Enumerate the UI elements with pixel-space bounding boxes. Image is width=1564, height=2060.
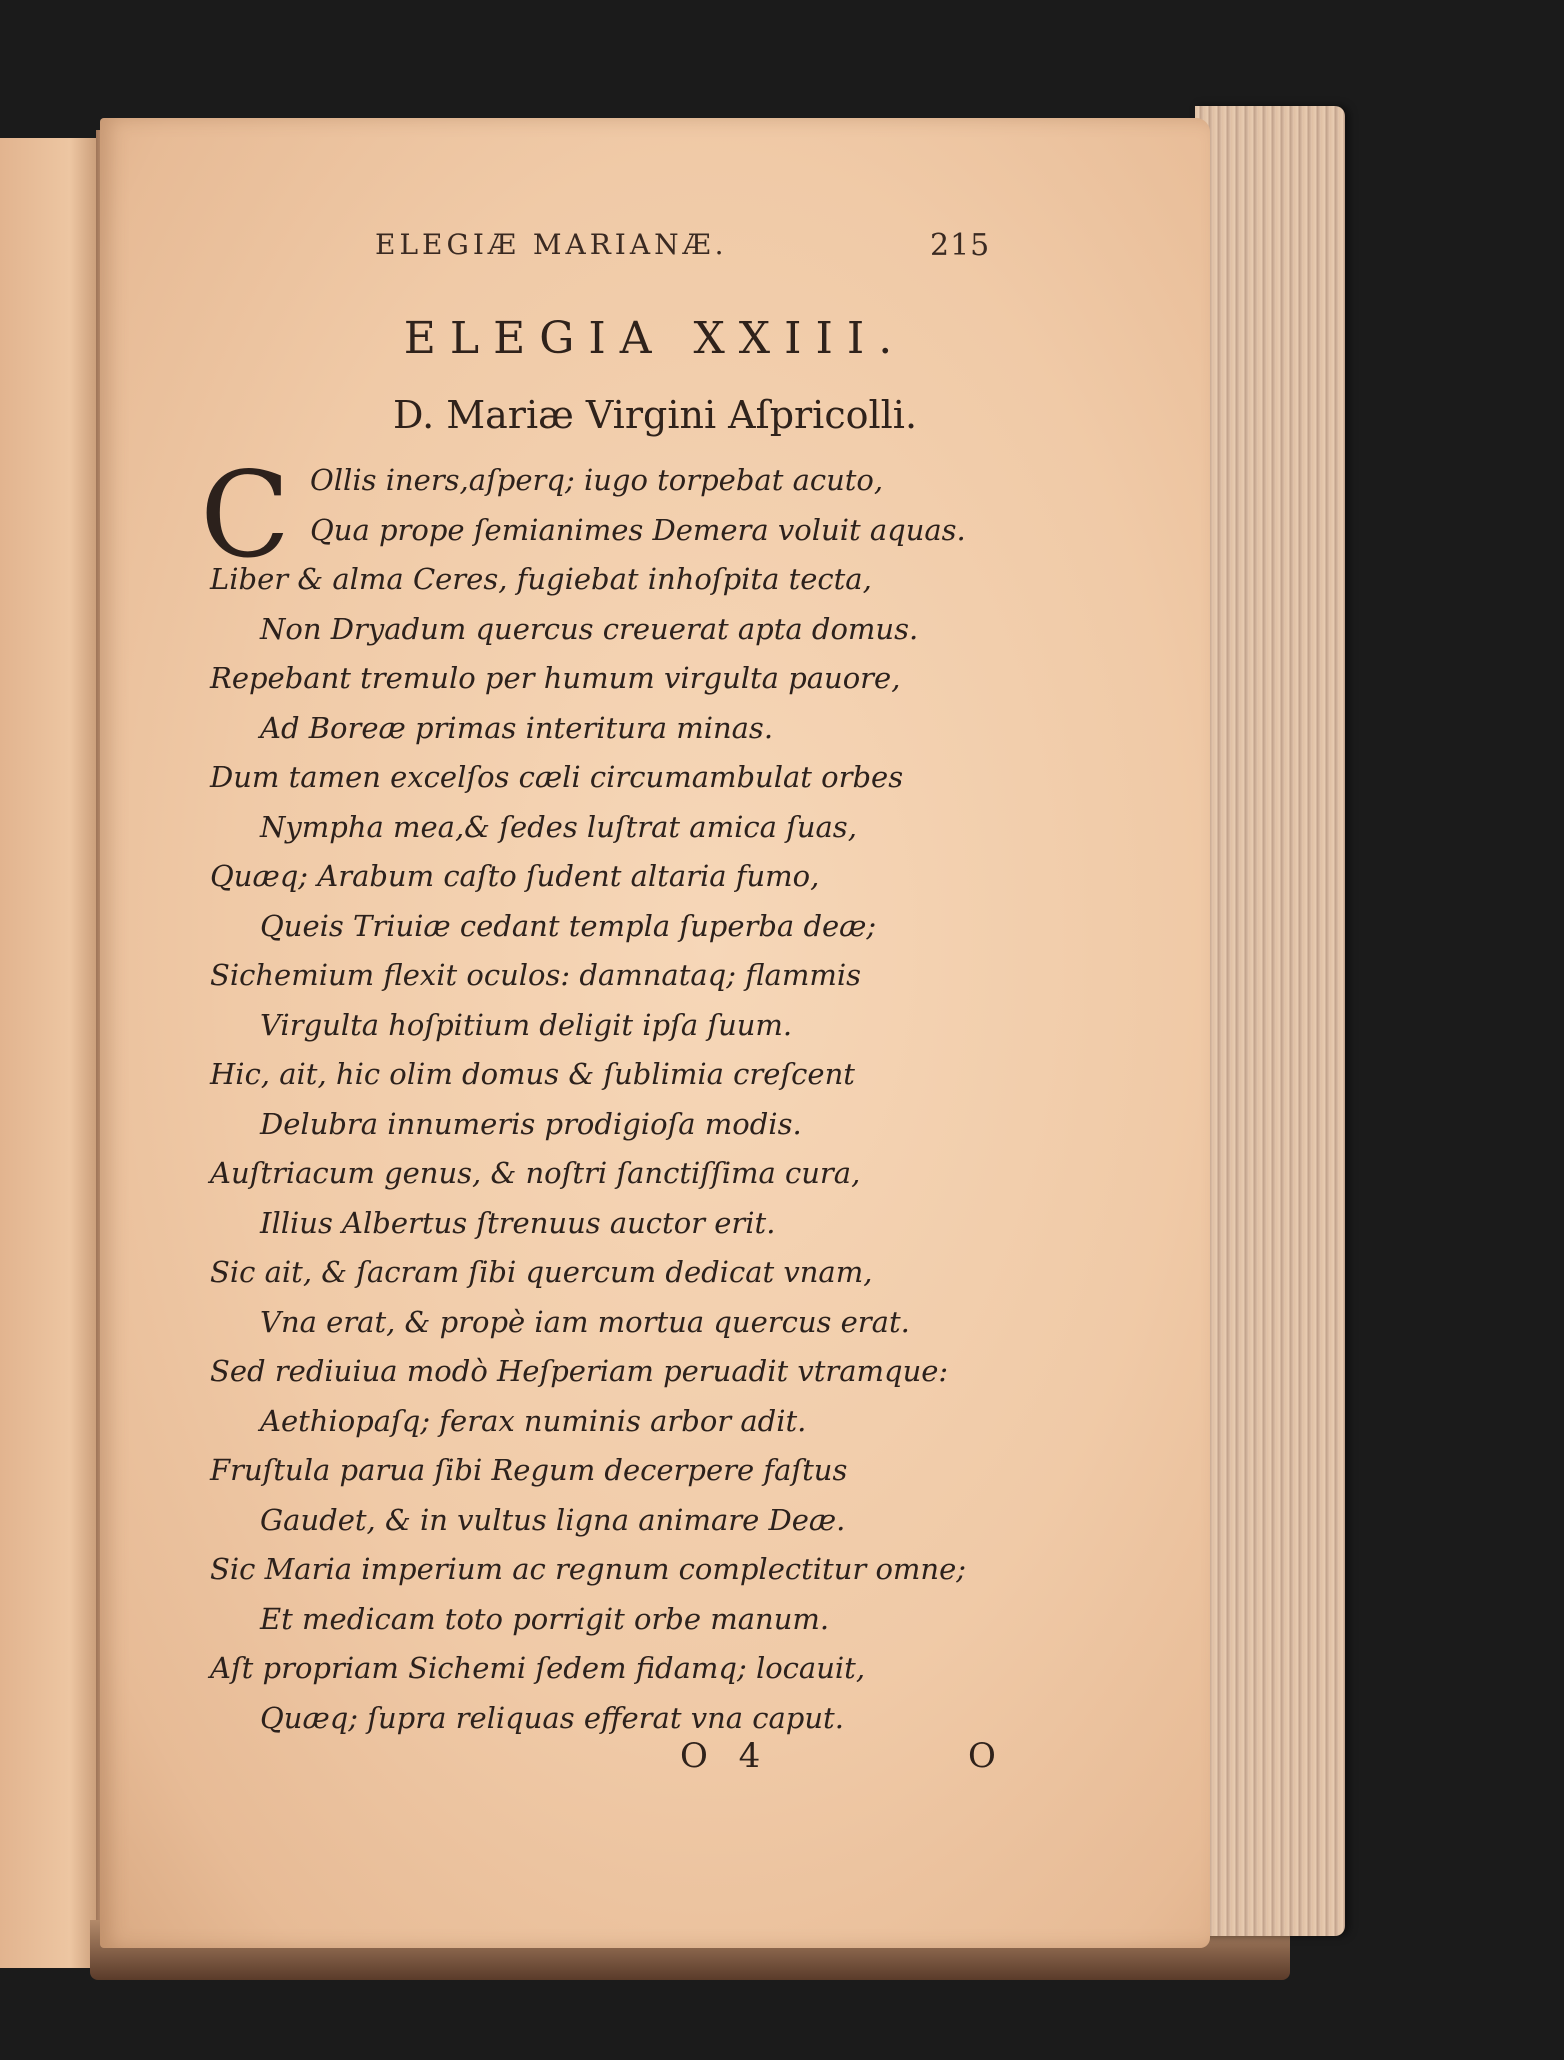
verse-line: Gaudet, & in vultus ligna animare Deæ. [260,1502,846,1537]
verse-line: Sichemium flexit oculos: damnataq; flammis [210,958,861,992]
verse-line: Et medicam toto porrigit orbe manum. [260,1601,830,1636]
verse-line: Dum tamen excelſos cæli circumambulat orbes [210,760,904,794]
elegy-title: ELEGIA XXIII. [403,313,907,364]
signature-mark: O 4 [680,1736,771,1776]
verse-line: Sic ait, & ſacram ſibi quercum dedicat vnam, [210,1255,873,1289]
verse-line: Nympha mea,& ſedes luſtrat amica ſuas, [260,809,857,844]
drop-cap: C [200,446,291,584]
catchword: O [968,1736,996,1776]
verse-line: Queis Triuiæ cedant templa ſuperba deæ; [260,908,877,943]
verse-line: Sed rediuiua modò Heſperiam peruadit vtramque: [210,1354,949,1388]
verse-line: Auſtriacum genus, & noſtri ſanctiſſima cura, [210,1156,861,1190]
running-title: ELEGIÆ MARIANÆ. [375,228,728,261]
verse-line: Ad Boreæ primas interitura minas. [260,710,774,745]
left-page-edge [0,138,102,1968]
verse-line: Vna erat, & propè iam mortua quercus erat. [260,1304,910,1339]
verse-line: Hic, ait, hic olim domus & ſublimia creſcent [210,1057,855,1091]
page-number: 215 [930,228,991,263]
verse-line: Ollis iners,aſperq; iugo torpebat acuto, [310,463,884,497]
verse-line: Aethiopaſq; ferax numinis arbor adit. [260,1403,807,1438]
verse-line: Illius Albertus ſtrenuus auctor erit. [260,1205,776,1240]
right-page [100,118,1210,1948]
verse-line: Fruſtula parua ſibi Regum decerpere faſtus [210,1453,848,1487]
verse-line: Delubra innumeris prodigioſa modis. [260,1106,802,1141]
verse-line: Quæq; Arabum caſto ſudent altaria fumo, [210,859,820,893]
verse-line: Liber & alma Ceres, fugiebat inhoſpita tecta, [210,562,872,596]
book [0,100,1345,1980]
verse-line: Virgulta hoſpitium deligit ipſa ſuum. [260,1007,793,1042]
dedication: D. Mariæ Virgini Aſpricolli. [392,393,918,437]
verse-line: Sic Maria imperium ac regnum complectitur omne; [210,1552,967,1586]
verse-line: Non Dryadum quercus creuerat apta domus. [260,611,919,646]
verse-line: Quæq; ſupra reliquas efferat vna caput. [260,1700,844,1735]
page-stack-edge [1195,106,1345,1936]
verse-line: Repebant tremulo per humum virgulta pauore, [210,661,901,695]
verse-line: Qua prope ſemianimes Demera voluit aquas. [310,512,966,547]
verse-line: Aſt propriam Sichemi ſedem fidamq; locauit, [210,1651,866,1685]
